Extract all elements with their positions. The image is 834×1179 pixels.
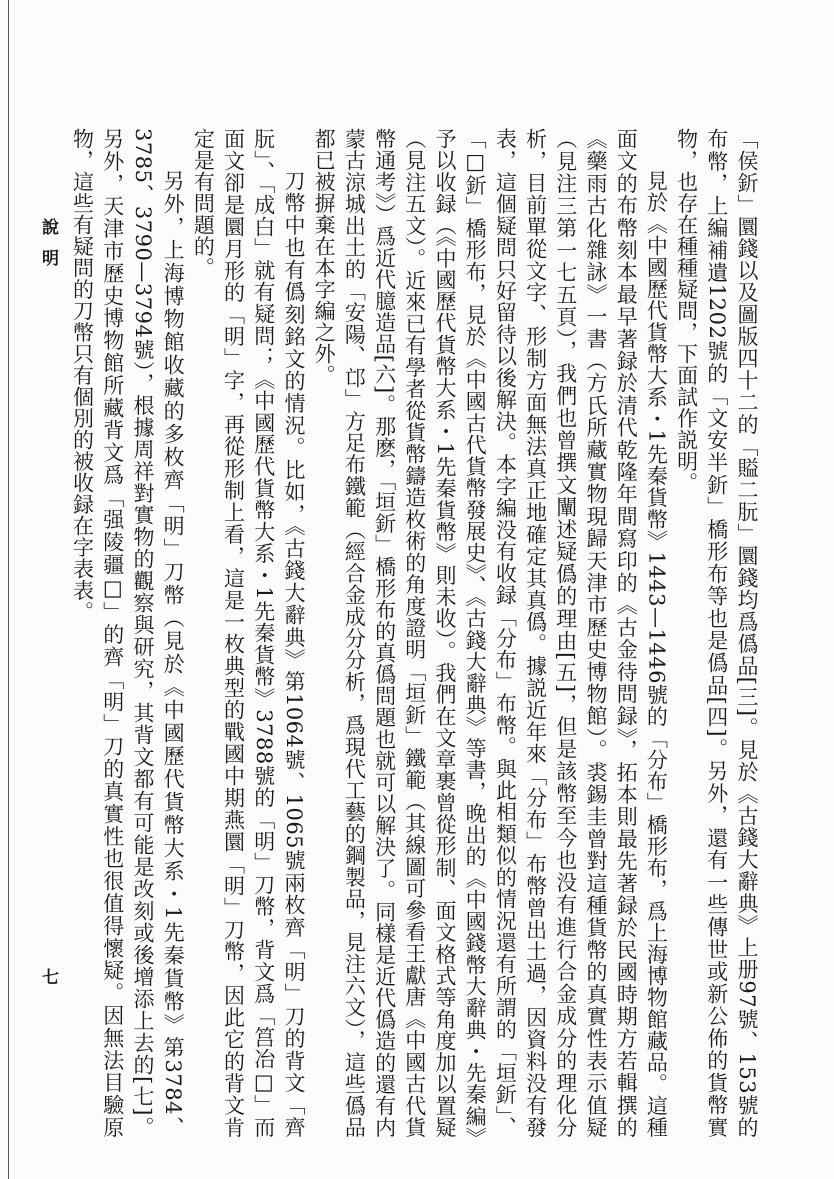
- paragraph-3: 刀幣中也有僞刻銘文的情況。比如，《古錢大辭典》第1064號、1065號兩枚齊「明」刀的背文「齊朊」、「成白」就有疑問；《中國歷代貨幣大系・1先秦貨幣》3788號的「明」刀幣，背文爲「筥冶□」而面文卻是圜月形的「明」字，再從形制上看，這是一枚典型的戰國中期燕圜「明」刀幣，因此它的背文肯定是有問題的。: [191, 128, 306, 1138]
- running-head: 說明: [38, 218, 58, 280]
- paragraph-4: 另外，上海博物館收藏的多枚齊「明」刀幣（見於《中國歷代貨幣大系・1先秦貨幣》第3784、3785、3790—3794號），根據周祥對實物的觀察與研究，其背文都有可能是改刻或後增添上去的[七]。另外，天津市歷史博物館所藏背文爲「强陵疆□」的齊「明」刀的真實性也很值得懷疑。因無法目驗原物，這些有疑問的刀幣只有個別的被收録在字表表。: [70, 128, 186, 1138]
- paragraph-1: 「侯釿」圜錢以及圖版四十二的「賹二朊」圜錢均爲僞品[三]。見於《古錢大辭典》上册97號、153號的布幣，上編補遺1202號的「文安半釿」橋形布等也是僞品[四]。另外，還有一些傳世或新公佈的貨幣實物，也存在種種疑問，下面試作説明。: [674, 128, 759, 1138]
- page-number: 七: [38, 968, 58, 985]
- page-binding-line: [8, 0, 9, 1179]
- body-text: [72, 128, 762, 1138]
- paragraph-2: 見於《中國歷代貨幣大系・1先秦貨幣》1443—1446號的「分布」橋形布，爲上海博物館藏品。這種面文的布幣刻本最早著録於清代乾隆年間寫印的《古金待問録》，拓本則最先著録於民國時期方若輯撰的《藥雨古化雜詠》一書（方氏所藏實物現歸天津市歷史博物館）。裘錫圭曾對這種貨幣的真實性表示值疑（見注三第一七五頁），我們也曾撰文闡述疑僞的理由[五]，但是該幣至今也没有進行合金成分的理化分析，目前單從文字、形制方面無法真正地確定其真僞。據説近年來「分布」布幣曾出土過，因資料没有發表，這個疑問只好留待以後解決。本字編没有收録「分布」布幣。與此相類似的情況還有所謂的「垣釿」、「□釿」橋形布，見於《中國古代貨幣發展史》、《古錢大辭典》等書，晚出的《中國錢幣大辭典・先秦編》予以收録（《中國歷代貨幣大系・1先秦貨幣》則未收）。我們在文章裹曾從形制、面文格式等角度加以置疑（見注五文）。近來已有學者從貨幣鑄造枚術的角度證明「垣釿」鐵範（其線圖可參看王獻唐《中國古代貨幣通考》）爲近代臆造品[六]。那麽，「垣釿」橋形布的真僞問題也就可以解決了。同樣是近代僞造的還有内蒙古涼城出土的「安陽、邙」方足布鐵範（經合金成分分析，爲現代工藝的鋼製品，見注六文），這些僞品都已被摒棄在本字編之外。: [312, 128, 669, 1138]
